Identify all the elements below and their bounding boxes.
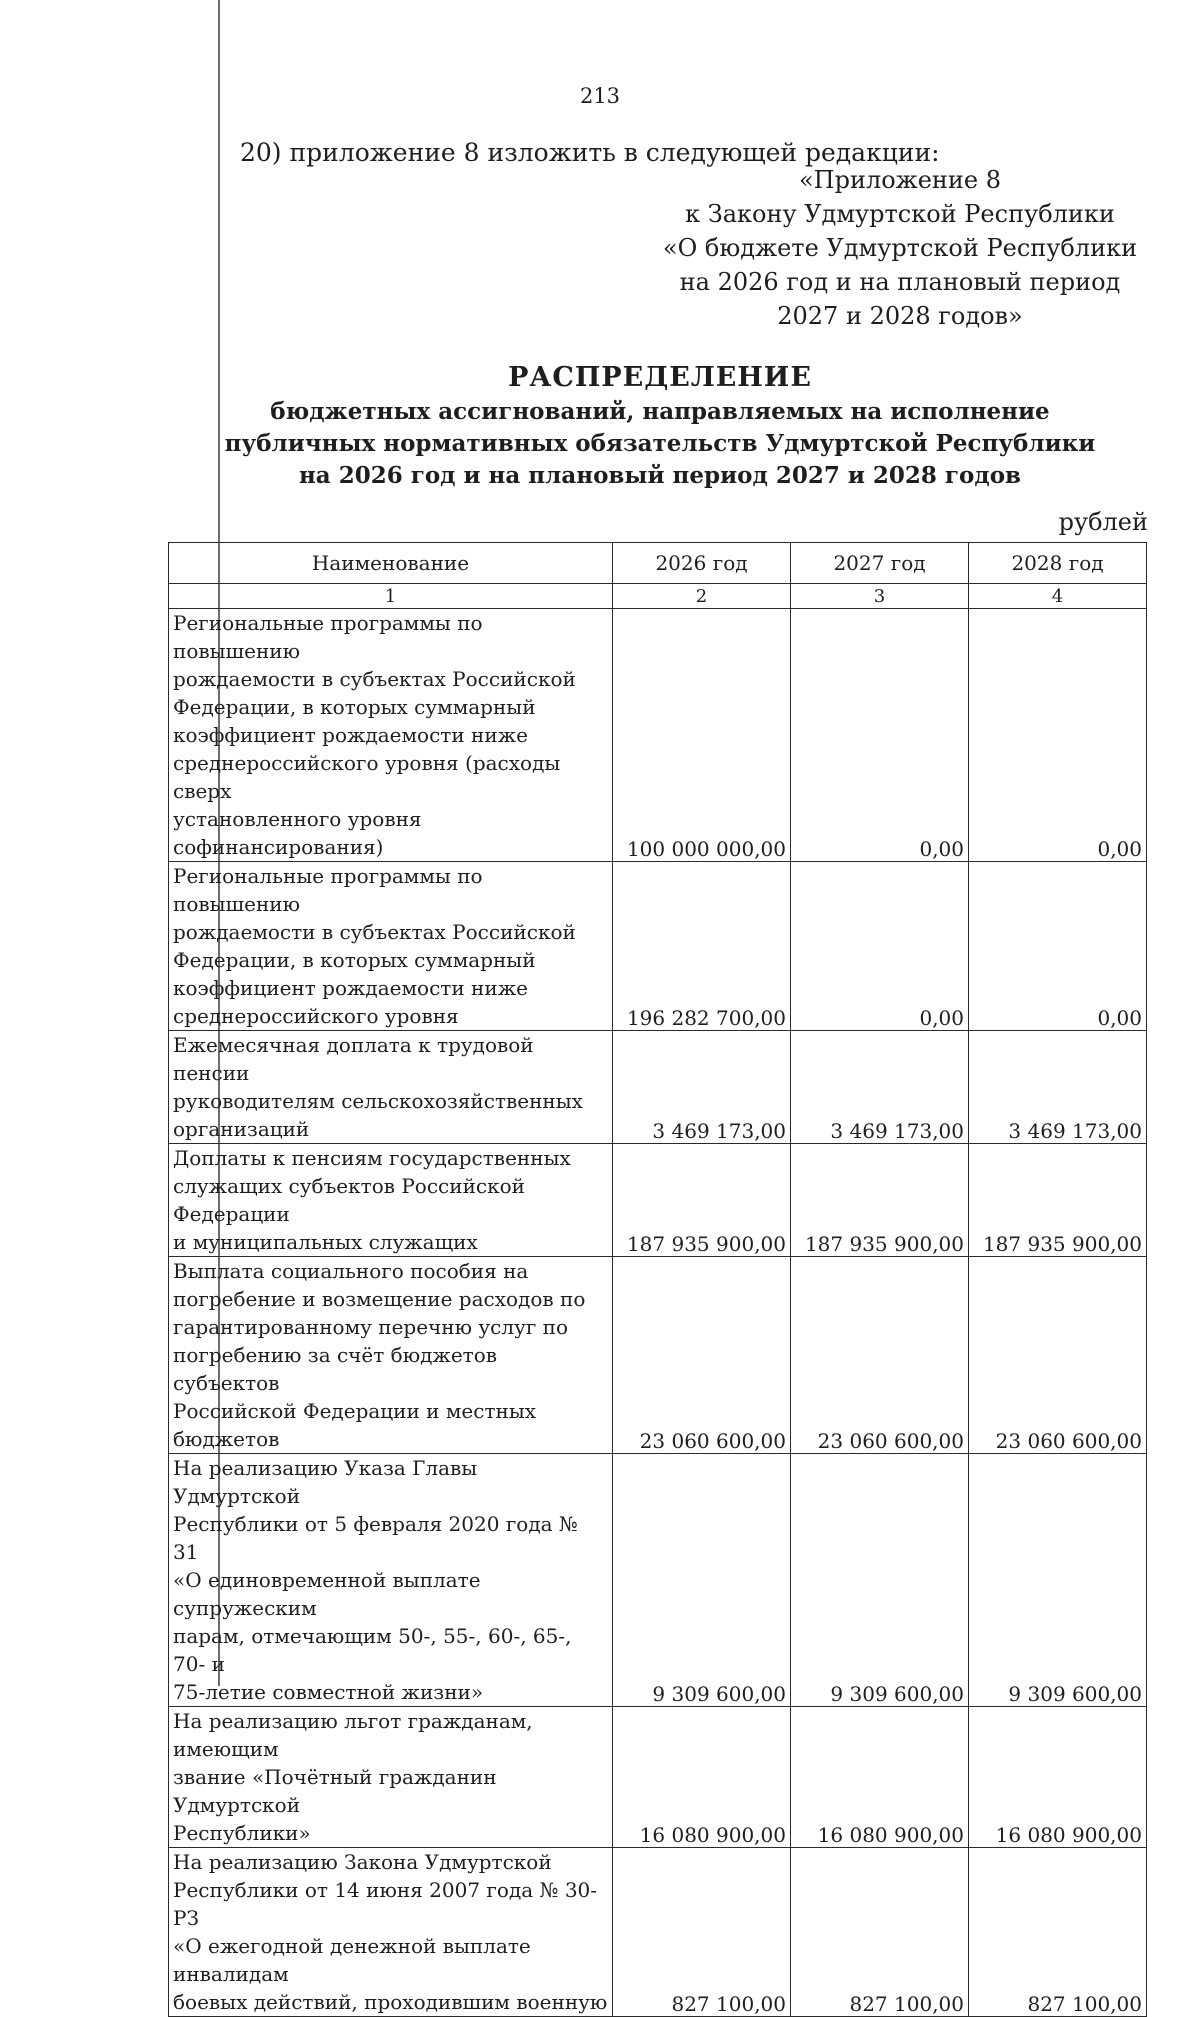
row-name (169, 1144, 613, 1257)
amount-2027: 3 469 173,00 (791, 1031, 969, 1144)
row-name-line: На реализацию Закона Удмуртской (173, 1850, 552, 1874)
table-row (169, 1031, 1147, 1144)
column-number: 3 (791, 584, 969, 609)
subtitle-line: публичных нормативных обязательств Удмуртской Республики (224, 430, 1096, 457)
row-name-line: рождаемости в субъектах Российской (173, 667, 576, 691)
row-name-line: и муниципальных служащих (173, 1230, 478, 1254)
row-name (169, 862, 613, 1031)
appendix-line: «Приложение 8 (798, 166, 1002, 194)
amount-2028: 0,00 (969, 862, 1147, 1031)
row-name (169, 1707, 613, 1848)
subtitle-line: бюджетных ассигнований, направляемых на исполнение (270, 398, 1050, 425)
column-number-row (169, 584, 1147, 609)
row-name-line: Федерации, в которых суммарный (173, 695, 536, 719)
page-number: 213 (579, 84, 621, 108)
row-name (169, 1257, 613, 1454)
table-row (169, 1257, 1147, 1454)
table-row (169, 1144, 1147, 1257)
row-name-line: рождаемости в субъектах Российской (173, 920, 576, 944)
row-name-line: Республики от 14 июня 2007 года № 30-РЗ (173, 1878, 598, 1930)
appendix-line: на 2026 год и на плановый период (679, 268, 1121, 296)
amount-2027: 23 060 600,00 (791, 1257, 969, 1454)
row-name (169, 1031, 613, 1144)
table-row (169, 1848, 1147, 2017)
table-row (169, 1707, 1147, 1848)
row-name-line: среднероссийского уровня (расходы сверх (173, 751, 561, 803)
amount-2027: 9 309 600,00 (791, 1454, 969, 1707)
row-name-line: Региональные программы по повышению (173, 864, 483, 916)
amount-2026: 16 080 900,00 (613, 1707, 791, 1848)
row-name-line: Ежемесячная доплата к трудовой пенсии (173, 1033, 534, 1085)
row-name-line: «О единовременной выплате супружеским (173, 1568, 481, 1620)
row-name-line: коэффициент рождаемости ниже (173, 723, 528, 747)
amount-2028: 16 080 900,00 (969, 1707, 1147, 1848)
amount-2027: 0,00 (791, 862, 969, 1031)
row-name-line: На реализацию Указа Главы Удмуртской (173, 1456, 478, 1508)
appendix-header (640, 163, 1160, 333)
header-2027: 2027 год (791, 543, 969, 584)
row-name-line: Федерации, в которых суммарный (173, 948, 536, 972)
amount-2026: 3 469 173,00 (613, 1031, 791, 1144)
amount-2027: 16 080 900,00 (791, 1707, 969, 1848)
row-name-line: погребению за счёт бюджетов субъектов (173, 1343, 498, 1395)
header-2028: 2028 год (969, 543, 1147, 584)
amount-2028: 187 935 900,00 (969, 1144, 1147, 1257)
table-row (169, 609, 1147, 862)
amount-2026: 827 100,00 (613, 1848, 791, 2017)
amount-2028: 9 309 600,00 (969, 1454, 1147, 1707)
amount-2028: 0,00 (969, 609, 1147, 862)
table-row (169, 1454, 1147, 1707)
amount-2026: 100 000 000,00 (613, 609, 791, 862)
amount-2028: 3 469 173,00 (969, 1031, 1147, 1144)
amount-2027: 827 100,00 (791, 1848, 969, 2017)
row-name-line: служащих субъектов Российской Федерации (173, 1174, 525, 1226)
row-name-line: боевых действий, проходившим военную (173, 1990, 608, 2014)
header-name: Наименование (169, 543, 613, 584)
column-number: 2 (613, 584, 791, 609)
row-name-line: парам, отмечающим 50-, 55-, 60-, 65-, 70- и (173, 1624, 572, 1676)
row-name-line: среднероссийского уровня (173, 1004, 459, 1028)
row-name-line: На реализацию льгот гражданам, имеющим (173, 1709, 533, 1761)
unit-label: рублей (1058, 508, 1148, 536)
amount-2027: 0,00 (791, 609, 969, 862)
row-name-line: звание «Почётный гражданин Удмуртской (173, 1765, 497, 1817)
document-title: РАСПРЕДЕЛЕНИЕ (508, 362, 812, 393)
row-name-line: погребение и возмещение расходов по (173, 1287, 586, 1311)
row-name-line: руководителям сельскохозяйственных (173, 1089, 583, 1113)
title-block (130, 360, 1190, 492)
amount-2027: 187 935 900,00 (791, 1144, 969, 1257)
row-name-line: Выплата социального пособия на (173, 1259, 529, 1283)
row-name-line: Республики» (173, 1821, 311, 1845)
amount-2026: 9 309 600,00 (613, 1454, 791, 1707)
row-name-line: коэффициент рождаемости ниже (173, 976, 528, 1000)
row-name-line: Доплаты к пенсиям государственных (173, 1146, 571, 1170)
appendix-line: 2027 и 2028 годов» (777, 302, 1023, 330)
row-name-line: организаций (173, 1117, 310, 1141)
table-row (169, 862, 1147, 1031)
row-name-line: Российской Федерации и местных бюджетов (173, 1399, 537, 1451)
appendix-line: «О бюджете Удмуртской Республики (662, 234, 1138, 262)
amount-2026: 187 935 900,00 (613, 1144, 791, 1257)
row-name (169, 609, 613, 862)
column-number: 4 (969, 584, 1147, 609)
row-name-line: Республики от 5 февраля 2020 года № 31 (173, 1512, 578, 1564)
row-name-line: 75-летие совместной жизни» (173, 1680, 484, 1704)
header-2026: 2026 год (613, 543, 791, 584)
column-number: 1 (169, 584, 613, 609)
row-name (169, 1454, 613, 1707)
row-name-line: «О ежегодной денежной выплате инвалидам (173, 1934, 531, 1986)
budget-table (168, 542, 1147, 2017)
row-name-line: гарантированному перечню услуг по (173, 1315, 569, 1339)
document-subtitle (130, 396, 1190, 492)
row-name-line: Региональные программы по повышению (173, 611, 483, 663)
amount-2028: 23 060 600,00 (969, 1257, 1147, 1454)
row-name-line: установленного уровня софинансирования) (173, 807, 422, 859)
appendix-line: к Закону Удмуртской Республики (685, 200, 1115, 228)
subtitle-line: на 2026 год и на плановый период 2027 и 2028 годов (298, 462, 1022, 489)
amount-2026: 196 282 700,00 (613, 862, 791, 1031)
amount-2026: 23 060 600,00 (613, 1257, 791, 1454)
amount-2028: 827 100,00 (969, 1848, 1147, 2017)
amendment-text: 20) приложение 8 изложить в следующей редакции: (240, 138, 940, 167)
table-header-row (169, 543, 1147, 584)
row-name (169, 1848, 613, 2017)
